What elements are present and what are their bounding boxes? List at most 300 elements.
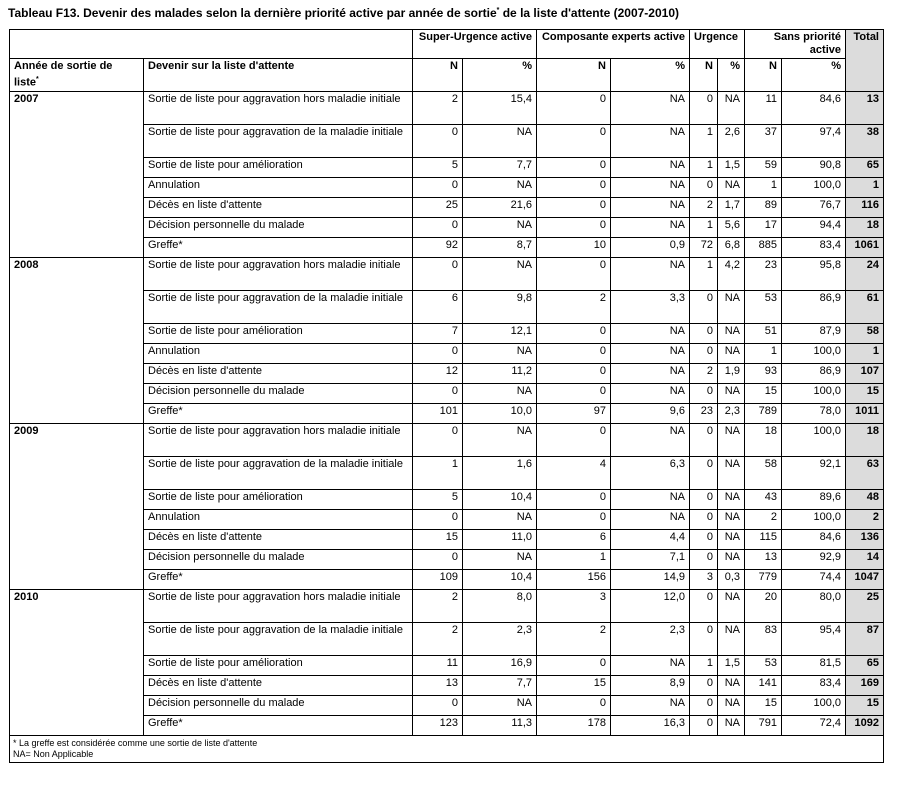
header-composante-experts: Composante experts active [537, 30, 690, 59]
percent-cell: 2,3 [463, 622, 537, 655]
count-cell: 101 [413, 403, 463, 423]
percent-cell: NA [463, 383, 537, 403]
percent-cell: 80,0 [782, 589, 846, 622]
count-cell: 123 [413, 715, 463, 735]
percent-cell: NA [611, 217, 690, 237]
percent-cell: 7,1 [611, 549, 690, 569]
percent-cell: 81,5 [782, 655, 846, 675]
header-n: N [413, 59, 463, 92]
count-cell: 89 [745, 197, 782, 217]
count-cell: 0 [690, 489, 718, 509]
percent-cell: 94,4 [782, 217, 846, 237]
count-cell: 17 [745, 217, 782, 237]
count-cell: 3 [690, 569, 718, 589]
count-cell: 0 [690, 589, 718, 622]
count-cell: 1 [690, 124, 718, 157]
percent-cell: 84,6 [782, 91, 846, 124]
total-cell: 63 [846, 456, 884, 489]
percent-cell: NA [611, 257, 690, 290]
percent-cell: NA [463, 549, 537, 569]
count-cell: 789 [745, 403, 782, 423]
count-cell: 5 [413, 489, 463, 509]
count-cell: 1 [690, 257, 718, 290]
percent-cell: NA [718, 589, 745, 622]
table-row [10, 91, 884, 124]
outcome-cell: Décès en liste d'attente [144, 675, 413, 695]
total-cell: 65 [846, 655, 884, 675]
count-cell: 2 [413, 589, 463, 622]
table-body [10, 91, 884, 735]
percent-cell: 2,3 [718, 403, 745, 423]
percent-cell: 11,3 [463, 715, 537, 735]
count-cell: 178 [537, 715, 611, 735]
total-cell: 15 [846, 695, 884, 715]
percent-cell: NA [463, 343, 537, 363]
percent-cell: 14,9 [611, 569, 690, 589]
percent-cell: 86,9 [782, 363, 846, 383]
count-cell: 0 [413, 124, 463, 157]
total-cell: 1047 [846, 569, 884, 589]
count-cell: 0 [537, 197, 611, 217]
percent-cell: 76,7 [782, 197, 846, 217]
count-cell: 10 [537, 237, 611, 257]
count-cell: 115 [745, 529, 782, 549]
total-cell: 38 [846, 124, 884, 157]
percent-cell: 7,7 [463, 675, 537, 695]
percent-cell: 1,7 [718, 197, 745, 217]
count-cell: 0 [690, 383, 718, 403]
percent-cell: NA [718, 343, 745, 363]
count-cell: 93 [745, 363, 782, 383]
outcome-cell: Greffe* [144, 237, 413, 257]
header-super-urgence: Super-Urgence active [413, 30, 537, 59]
outcome-cell: Sortie de liste pour aggravation de la maladie initiale [144, 456, 413, 489]
count-cell: 43 [745, 489, 782, 509]
percent-cell: NA [611, 423, 690, 456]
count-cell: 141 [745, 675, 782, 695]
total-cell: 2 [846, 509, 884, 529]
percent-cell: 8,0 [463, 589, 537, 622]
header-pct: % [718, 59, 745, 92]
percent-cell: NA [611, 363, 690, 383]
outcome-cell: Sortie de liste pour aggravation de la maladie initiale [144, 622, 413, 655]
count-cell: 6 [537, 529, 611, 549]
count-cell: 0 [537, 257, 611, 290]
total-cell: 58 [846, 323, 884, 343]
percent-cell: 74,4 [782, 569, 846, 589]
outcome-cell: Sortie de liste pour amélioration [144, 655, 413, 675]
count-cell: 83 [745, 622, 782, 655]
count-cell: 0 [537, 509, 611, 529]
outcome-cell: Décès en liste d'attente [144, 197, 413, 217]
year-cell: 2007 [10, 91, 144, 257]
percent-cell: NA [718, 323, 745, 343]
total-cell: 48 [846, 489, 884, 509]
percent-cell: 0,3 [718, 569, 745, 589]
percent-cell: 8,9 [611, 675, 690, 695]
percent-cell: 78,0 [782, 403, 846, 423]
count-cell: 0 [413, 383, 463, 403]
count-cell: 0 [537, 655, 611, 675]
count-cell: 0 [413, 217, 463, 237]
percent-cell: 92,9 [782, 549, 846, 569]
outcome-cell: Sortie de liste pour amélioration [144, 323, 413, 343]
total-cell: 1011 [846, 403, 884, 423]
outcome-cell: Sortie de liste pour aggravation hors maladie initiale [144, 589, 413, 622]
outcome-cell: Greffe* [144, 403, 413, 423]
percent-cell: 100,0 [782, 383, 846, 403]
percent-cell: 83,4 [782, 675, 846, 695]
percent-cell: 92,1 [782, 456, 846, 489]
count-cell: 0 [537, 177, 611, 197]
percent-cell: 87,9 [782, 323, 846, 343]
count-cell: 2 [690, 363, 718, 383]
count-cell: 0 [537, 323, 611, 343]
outcome-cell: Annulation [144, 343, 413, 363]
count-cell: 109 [413, 569, 463, 589]
outcome-cell: Sortie de liste pour aggravation de la maladie initiale [144, 124, 413, 157]
count-cell: 58 [745, 456, 782, 489]
count-cell: 0 [690, 177, 718, 197]
percent-cell: 1,5 [718, 157, 745, 177]
total-cell: 107 [846, 363, 884, 383]
outcome-cell: Sortie de liste pour aggravation hors maladie initiale [144, 91, 413, 124]
count-cell: 23 [745, 257, 782, 290]
count-cell: 0 [413, 549, 463, 569]
percent-cell: NA [718, 456, 745, 489]
percent-cell: 8,7 [463, 237, 537, 257]
footnote-greffe: * La greffe est considérée comme une sortie de liste d'attente [13, 737, 258, 748]
outcome-cell: Sortie de liste pour amélioration [144, 489, 413, 509]
count-cell: 0 [537, 423, 611, 456]
percent-cell: NA [718, 529, 745, 549]
percent-cell: NA [718, 509, 745, 529]
percent-cell: 1,6 [463, 456, 537, 489]
count-cell: 15 [745, 383, 782, 403]
total-cell: 1061 [846, 237, 884, 257]
outcome-cell: Annulation [144, 177, 413, 197]
percent-cell: 16,9 [463, 655, 537, 675]
footnote-na: NA= Non Applicable [13, 748, 94, 759]
count-cell: 15 [413, 529, 463, 549]
total-cell: 25 [846, 589, 884, 622]
percent-cell: NA [611, 323, 690, 343]
percent-cell: 12,1 [463, 323, 537, 343]
count-cell: 4 [537, 456, 611, 489]
count-cell: 0 [537, 91, 611, 124]
total-cell: 136 [846, 529, 884, 549]
percent-cell: NA [611, 695, 690, 715]
percent-cell: 100,0 [782, 509, 846, 529]
outcome-cell: Décès en liste d'attente [144, 363, 413, 383]
count-cell: 59 [745, 157, 782, 177]
percent-cell: NA [718, 695, 745, 715]
percent-cell: NA [611, 177, 690, 197]
count-cell: 3 [537, 589, 611, 622]
count-cell: 791 [745, 715, 782, 735]
header-year: Année de sortie de liste* [10, 59, 144, 92]
count-cell: 2 [745, 509, 782, 529]
percent-cell: NA [718, 489, 745, 509]
count-cell: 1 [537, 549, 611, 569]
outcome-cell: Décision personnelle du malade [144, 695, 413, 715]
outcome-cell: Greffe* [144, 715, 413, 735]
count-cell: 0 [690, 529, 718, 549]
total-cell: 65 [846, 157, 884, 177]
table-title: Tableau F13. Devenir des malades selon la dernière priorité active par année de sortie* de la liste d'attente (2007-2010) [8, 6, 679, 20]
count-cell: 0 [690, 509, 718, 529]
count-cell: 97 [537, 403, 611, 423]
count-cell: 0 [537, 124, 611, 157]
percent-cell: 95,8 [782, 257, 846, 290]
percent-cell: NA [718, 675, 745, 695]
outcome-cell: Sortie de liste pour aggravation hors maladie initiale [144, 257, 413, 290]
count-cell: 51 [745, 323, 782, 343]
footnote-row [10, 735, 884, 762]
percent-cell: NA [611, 655, 690, 675]
count-cell: 18 [745, 423, 782, 456]
percent-cell: 21,6 [463, 197, 537, 217]
percent-cell: 2,6 [718, 124, 745, 157]
percent-cell: 95,4 [782, 622, 846, 655]
percent-cell: 6,8 [718, 237, 745, 257]
percent-cell: NA [611, 383, 690, 403]
count-cell: 0 [690, 323, 718, 343]
year-cell: 2010 [10, 589, 144, 735]
total-cell: 87 [846, 622, 884, 655]
outcome-cell: Sortie de liste pour aggravation de la maladie initiale [144, 290, 413, 323]
percent-cell: NA [718, 423, 745, 456]
percent-cell: NA [718, 622, 745, 655]
count-cell: 0 [413, 509, 463, 529]
count-cell: 0 [690, 675, 718, 695]
header-urgence: Urgence [690, 30, 745, 59]
percent-cell: 5,6 [718, 217, 745, 237]
header-outcome: Devenir sur la liste d'attente [144, 59, 413, 92]
count-cell: 0 [413, 423, 463, 456]
percent-cell: NA [718, 91, 745, 124]
percent-cell: 6,3 [611, 456, 690, 489]
percent-cell: 83,4 [782, 237, 846, 257]
count-cell: 885 [745, 237, 782, 257]
count-cell: 1 [690, 217, 718, 237]
percent-cell: NA [611, 91, 690, 124]
percent-cell: NA [463, 423, 537, 456]
percent-cell: 72,4 [782, 715, 846, 735]
total-cell: 18 [846, 217, 884, 237]
percent-cell: NA [611, 343, 690, 363]
percent-cell: 2,3 [611, 622, 690, 655]
count-cell: 0 [537, 157, 611, 177]
outcome-cell: Sortie de liste pour aggravation hors maladie initiale [144, 423, 413, 456]
count-cell: 779 [745, 569, 782, 589]
percent-cell: 100,0 [782, 695, 846, 715]
percent-cell: 10,0 [463, 403, 537, 423]
count-cell: 25 [413, 197, 463, 217]
count-cell: 37 [745, 124, 782, 157]
percent-cell: NA [718, 715, 745, 735]
count-cell: 5 [413, 157, 463, 177]
count-cell: 0 [690, 715, 718, 735]
count-cell: 15 [537, 675, 611, 695]
header-sans-priorite: Sans priorité active [745, 30, 846, 59]
count-cell: 6 [413, 290, 463, 323]
count-cell: 1 [745, 177, 782, 197]
table-row [10, 589, 884, 622]
count-cell: 0 [690, 343, 718, 363]
percent-cell: 86,9 [782, 290, 846, 323]
count-cell: 11 [745, 91, 782, 124]
count-cell: 156 [537, 569, 611, 589]
count-cell: 0 [690, 423, 718, 456]
header-n: N [537, 59, 611, 92]
percent-cell: 89,6 [782, 489, 846, 509]
count-cell: 92 [413, 237, 463, 257]
percent-cell: 11,2 [463, 363, 537, 383]
year-cell: 2009 [10, 423, 144, 589]
percent-cell: 16,3 [611, 715, 690, 735]
count-cell: 0 [690, 549, 718, 569]
total-cell: 1092 [846, 715, 884, 735]
count-cell: 0 [413, 695, 463, 715]
percent-cell: NA [463, 509, 537, 529]
percent-cell: 9,8 [463, 290, 537, 323]
outcome-cell: Décision personnelle du malade [144, 549, 413, 569]
count-cell: 20 [745, 589, 782, 622]
percent-cell: NA [611, 124, 690, 157]
footnotes [10, 735, 884, 762]
count-cell: 23 [690, 403, 718, 423]
header-blank [10, 30, 413, 59]
header-pct: % [463, 59, 537, 92]
percent-cell: 10,4 [463, 489, 537, 509]
percent-cell: 84,6 [782, 529, 846, 549]
percent-cell: NA [611, 157, 690, 177]
count-cell: 0 [690, 695, 718, 715]
total-cell: 18 [846, 423, 884, 456]
count-cell: 53 [745, 290, 782, 323]
count-cell: 0 [413, 343, 463, 363]
percent-cell: 3,3 [611, 290, 690, 323]
percent-cell: NA [718, 177, 745, 197]
count-cell: 11 [413, 655, 463, 675]
count-cell: 0 [537, 363, 611, 383]
header-n: N [745, 59, 782, 92]
count-cell: 1 [413, 456, 463, 489]
percent-cell: 90,8 [782, 157, 846, 177]
percent-cell: 4,4 [611, 529, 690, 549]
percent-cell: NA [718, 383, 745, 403]
percent-cell: 11,0 [463, 529, 537, 549]
total-cell: 1 [846, 343, 884, 363]
table-row [10, 257, 884, 290]
header-pct: % [782, 59, 846, 92]
header-row-columns [10, 59, 884, 92]
percent-cell: NA [463, 257, 537, 290]
percent-cell: 4,2 [718, 257, 745, 290]
percent-cell: 1,9 [718, 363, 745, 383]
count-cell: 0 [537, 695, 611, 715]
count-cell: 2 [537, 290, 611, 323]
count-cell: 0 [537, 217, 611, 237]
data-table [9, 29, 884, 763]
total-cell: 24 [846, 257, 884, 290]
total-cell: 13 [846, 91, 884, 124]
count-cell: 2 [413, 91, 463, 124]
percent-cell: 15,4 [463, 91, 537, 124]
percent-cell: 100,0 [782, 177, 846, 197]
count-cell: 1 [690, 655, 718, 675]
percent-cell: NA [718, 290, 745, 323]
count-cell: 0 [537, 343, 611, 363]
header-row-groups [10, 30, 884, 59]
percent-cell: 1,5 [718, 655, 745, 675]
percent-cell: 12,0 [611, 589, 690, 622]
count-cell: 2 [690, 197, 718, 217]
count-cell: 0 [413, 177, 463, 197]
outcome-cell: Décision personnelle du malade [144, 383, 413, 403]
total-cell: 1 [846, 177, 884, 197]
count-cell: 13 [745, 549, 782, 569]
total-cell: 169 [846, 675, 884, 695]
count-cell: 13 [413, 675, 463, 695]
percent-cell: NA [463, 695, 537, 715]
count-cell: 2 [413, 622, 463, 655]
percent-cell: NA [463, 177, 537, 197]
outcome-cell: Décision personnelle du malade [144, 217, 413, 237]
count-cell: 72 [690, 237, 718, 257]
count-cell: 0 [690, 456, 718, 489]
count-cell: 1 [745, 343, 782, 363]
count-cell: 2 [537, 622, 611, 655]
header-pct: % [611, 59, 690, 92]
outcome-cell: Greffe* [144, 569, 413, 589]
count-cell: 53 [745, 655, 782, 675]
outcome-cell: Annulation [144, 509, 413, 529]
percent-cell: NA [611, 509, 690, 529]
outcome-cell: Sortie de liste pour amélioration [144, 157, 413, 177]
count-cell: 0 [413, 257, 463, 290]
percent-cell: NA [611, 197, 690, 217]
header-total: Total [846, 30, 884, 92]
total-cell: 14 [846, 549, 884, 569]
count-cell: 0 [690, 290, 718, 323]
percent-cell: 0,9 [611, 237, 690, 257]
count-cell: 15 [745, 695, 782, 715]
percent-cell: 97,4 [782, 124, 846, 157]
year-cell: 2008 [10, 257, 144, 423]
percent-cell: NA [718, 549, 745, 569]
percent-cell: 100,0 [782, 343, 846, 363]
table-row [10, 423, 884, 456]
header-n: N [690, 59, 718, 92]
percent-cell: 9,6 [611, 403, 690, 423]
total-cell: 116 [846, 197, 884, 217]
count-cell: 0 [690, 91, 718, 124]
total-cell: 15 [846, 383, 884, 403]
count-cell: 0 [690, 622, 718, 655]
percent-cell: NA [611, 489, 690, 509]
count-cell: 0 [537, 489, 611, 509]
count-cell: 12 [413, 363, 463, 383]
count-cell: 7 [413, 323, 463, 343]
count-cell: 1 [690, 157, 718, 177]
outcome-cell: Décès en liste d'attente [144, 529, 413, 549]
percent-cell: 7,7 [463, 157, 537, 177]
percent-cell: 100,0 [782, 423, 846, 456]
percent-cell: 10,4 [463, 569, 537, 589]
percent-cell: NA [463, 217, 537, 237]
